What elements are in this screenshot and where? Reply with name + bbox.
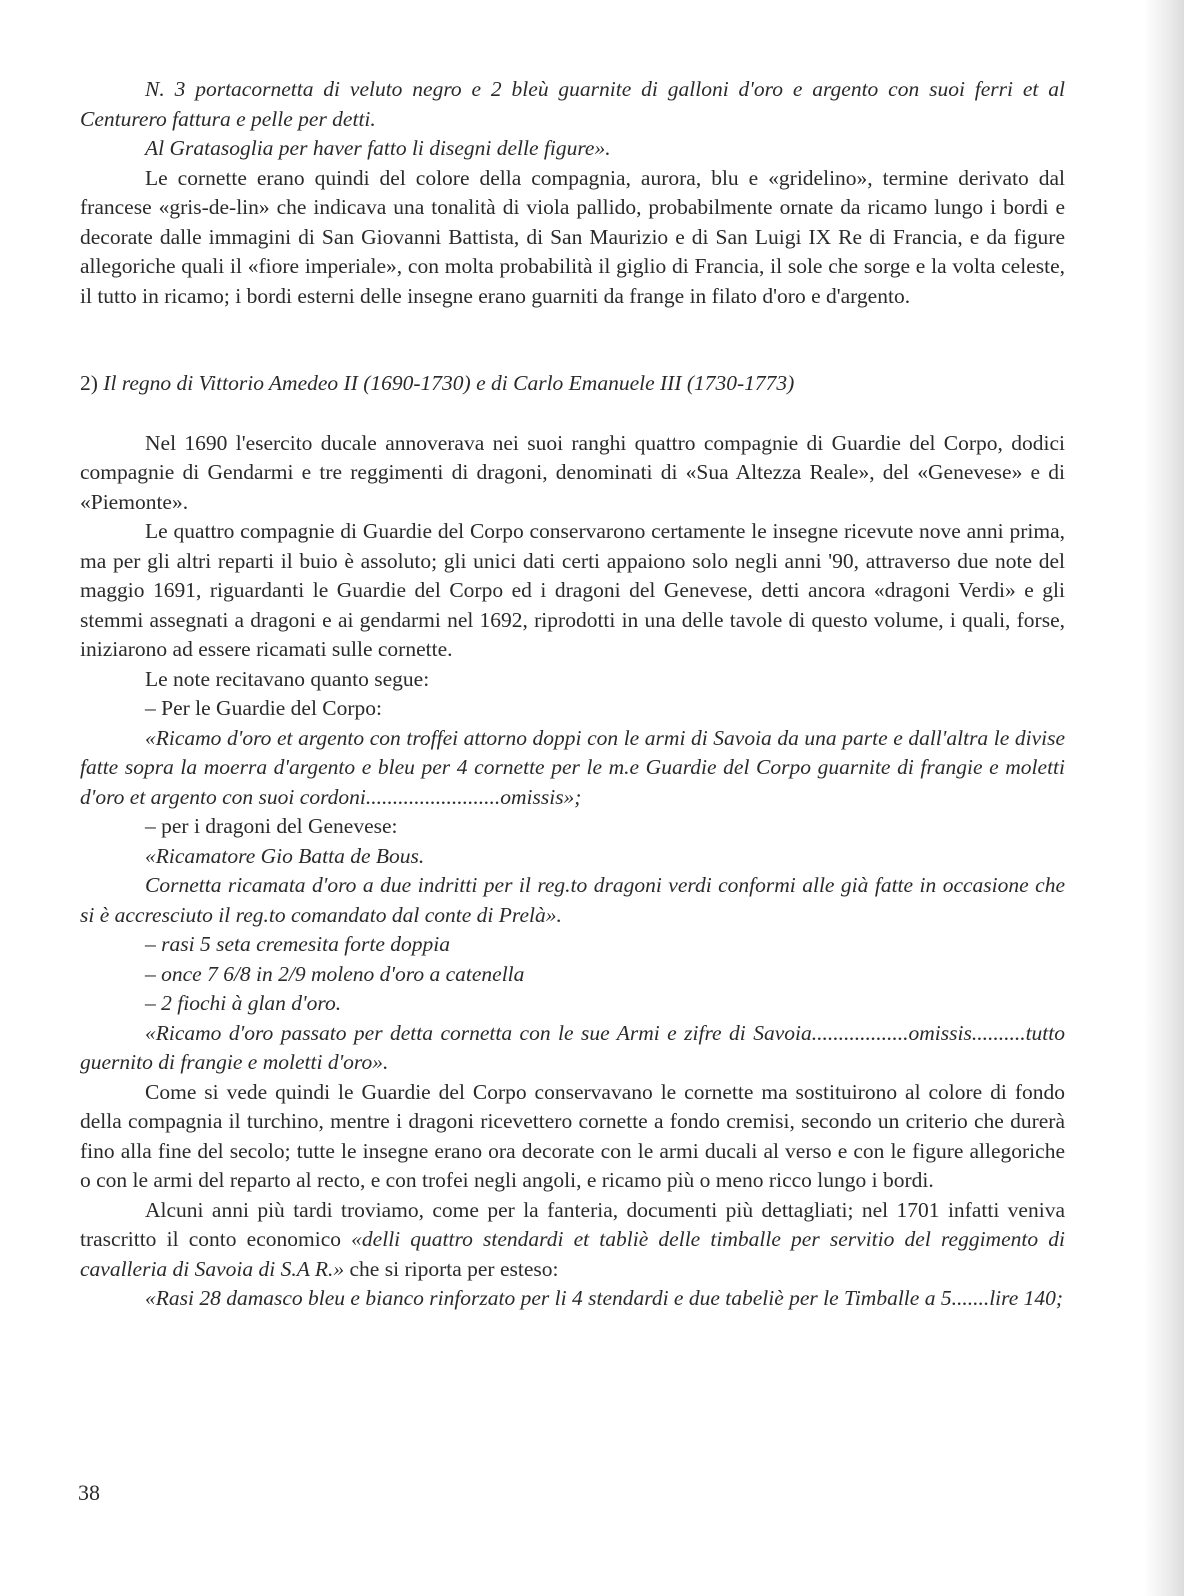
paragraph: Nel 1690 l'esercito ducale annoverava nei suoi ranghi quattro compagnie di Guardie del Corpo, dodici compagnie di Gendarmi e tre reggimenti di dragoni, denominati di «Sua Altezza Reale», del «Genevese» e di «Piemonte».: [80, 430, 1065, 514]
section-title: Il regno di Vittorio Amedeo II (1690-1730) e di Carlo Emanuele III (1730-1773): [103, 371, 795, 395]
paragraph: Come si vede quindi le Guardie del Corpo conservavano le cornette ma sostituirono al colore di fondo della compagnia il turchino, mentre i dragoni ricevettero cornette a fondo cremisi, secondo un criterio che durerà fino alla fine del secolo; tutte le insegne erano ora decorate con le armi ducali al verso e con le figure allegoriche o con le armi del reparto al recto, e con trofei negli angoli, e ricamo più o meno ricco lungo i bordi.: [80, 1079, 1065, 1192]
paragraph: Le note recitavano quanto segue:: [145, 666, 430, 691]
quotation: «Rasi 28 damasco bleu e bianco rinforzato per li 4 stendardi e due tabeliè per le Timballe a 5.......lire 140;: [145, 1286, 1064, 1310]
list-item: – Per le Guardie del Corpo:: [145, 696, 383, 720]
document-page: [80, 75, 1065, 1314]
quotation: «Ricamo d'oro et argento con troffei attorno doppi con le armi di Savoia da una parte e dall'altra le divise fatte sopra la moerra d'argento e bleu per 4 cornette per le m.e Guardie del Corpo guarnite di frangie e moletti d'oro et argento con suoi cordoni.........................omissis»;: [80, 725, 1065, 809]
quotation: Cornetta ricamata d'oro a due indritti per il reg.to dragoni verdi conformi alle già fatte in occasione che si è accresciuto il reg.to comandato dal conte di Prelà».: [80, 873, 1065, 927]
quotation-list-item: – 2 fiochi à glan d'oro.: [145, 991, 342, 1015]
paragraph: N. 3 portacornetta di veluto negro e 2 bleù guarnite di galloni d'oro e argento con suoi ferri et al Centurero fattura e pelle per detti.: [80, 77, 1065, 131]
paragraph: Le quattro compagnie di Guardie del Corpo conservarono certamente le insegne ricevute nove anni prima, ma per gli altri reparti il buio è assoluto; gli unici dati certi appaiono solo negli anni '90, attraverso due note del maggio 1691, riguardanti le Guardie del Corpo ed i dragoni del Genevese, detti ancora «dragoni Verdi» e gli stemmi assegnati a dragoni e ai gendarmi nel 1692, riprodotti in una delle tavole di questo volume, i quali, forse, iniziarono ad essere ricamati sulle cornette.: [80, 519, 1065, 661]
quotation-list-item: – once 7 6/8 in 2/9 moleno d'oro a catenella: [145, 961, 525, 986]
paragraph: [80, 1196, 1065, 1285]
page-number: 38: [78, 1480, 100, 1505]
quotation-list-item: – rasi 5 seta cremesita forte doppia: [145, 932, 450, 956]
list-item: – per i dragoni del Genevese:: [145, 814, 398, 838]
page-edge-shadow: [1144, 0, 1184, 1596]
quotation: «Ricamo d'oro passato per detta cornetta con le sue Armi e zifre di Savoia..................omissis..........tutto guernito di frangie e moletti d'oro».: [80, 1020, 1065, 1074]
paragraph-text: Alcuni anni più tardi troviamo, come per la fanteria, documenti più dettagliati; nel 1701 infatti veniva trascritto il conto economico: [80, 1197, 1065, 1251]
quotation: «Ricamatore Gio Batta de Bous.: [145, 843, 425, 868]
section-number: 2): [80, 371, 98, 395]
paragraph: Al Gratasoglia per haver fatto li disegni delle figure».: [145, 136, 611, 160]
paragraph-quote: «delli quattro stendardi et tabliè delle timballe per servitio del reggimento di cavalleria di Savoia di S.A R.»: [80, 1227, 1066, 1281]
paragraph-text: che si riporta per esteso:: [344, 1256, 559, 1281]
section-heading: [80, 369, 1065, 399]
paragraph: Le cornette erano quindi del colore della compagnia, aurora, blu e «gridelino», termine derivato dal francese «gris-de-lin» che indicava una tonalità di viola pallido, probabilmente ornate da ricamo lungo i bordi e decorate dalle immagini di San Giovanni Battista, di San Maurizio e di San Luigi IX Re di Francia, e da figure allegoriche quali il «fiore imperiale», con molta probabilità il giglio di Francia, il sole che sorge e la volta celeste, il tutto in ricamo; i bordi esterni delle insegne erano guarniti da frange in filato d'oro e d'argento.: [80, 165, 1065, 308]
